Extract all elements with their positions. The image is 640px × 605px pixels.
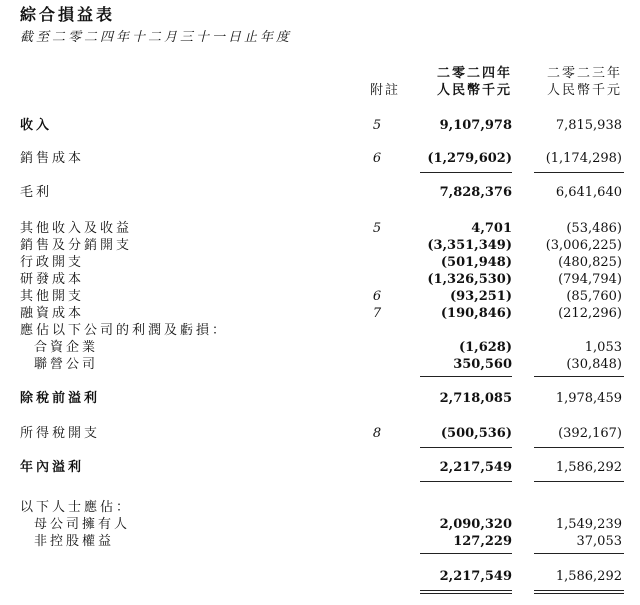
row-prior-value: 37,053 [576, 534, 622, 549]
row-prior-value: 1,053 [584, 340, 622, 355]
table-row [0, 237, 640, 255]
table-row [0, 184, 640, 202]
row-current-value: 2,217,549 [439, 569, 512, 584]
row-label: 融資成本 [20, 306, 85, 321]
row-note: 8 [372, 426, 382, 441]
table-row [0, 150, 640, 168]
row-label: 非控股權益 [34, 534, 115, 549]
row-current-value: 7,828,376 [439, 185, 512, 200]
note-column-header: 附註 [369, 83, 400, 98]
current-year-label: 二零二四年 [436, 66, 512, 81]
row-label: 以下人士應佔： [20, 500, 133, 515]
table-row [0, 568, 640, 586]
total-rule [420, 590, 512, 591]
row-prior-value: (392,167) [558, 426, 622, 441]
row-note: 6 [372, 151, 382, 166]
row-label: 合資企業 [34, 340, 99, 355]
total-rule [420, 481, 512, 482]
prior-unit-label: 人民幣千元 [546, 83, 622, 98]
prior-year-label: 二零二三年 [546, 66, 622, 81]
row-current-value: (93,251) [449, 289, 512, 304]
row-label: 銷售成本 [20, 151, 85, 166]
row-current-value: 2,718,085 [439, 391, 512, 406]
row-current-value: (1,628) [458, 340, 512, 355]
row-current-value: (3,351,349) [427, 238, 512, 253]
row-prior-value: 1,978,459 [555, 391, 622, 406]
row-prior-value: (30,848) [566, 357, 622, 372]
subtotal-rule [420, 172, 512, 173]
table-row [0, 425, 640, 443]
table-row [0, 305, 640, 323]
row-prior-value: 1,549,239 [555, 517, 622, 532]
row-note: 5 [372, 118, 382, 133]
row-label: 其他收入及收益 [20, 221, 133, 236]
row-note: 6 [372, 289, 382, 304]
row-label: 除稅前溢利 [20, 391, 101, 406]
row-current-value: (500,536) [440, 426, 512, 441]
row-label: 母公司擁有人 [34, 517, 131, 532]
row-label: 收入 [20, 118, 53, 133]
row-label: 年內溢利 [20, 460, 85, 475]
row-label: 研發成本 [20, 272, 85, 287]
row-label: 其他開支 [20, 289, 85, 304]
total-rule [534, 481, 624, 482]
table-row [0, 271, 640, 289]
row-current-value: (501,948) [440, 255, 512, 270]
row-current-value: (1,279,602) [427, 151, 512, 166]
table-row [0, 288, 640, 306]
row-current-value: 2,090,320 [439, 517, 512, 532]
row-current-value: (190,846) [440, 306, 512, 321]
row-current-value: 9,107,978 [439, 118, 512, 133]
row-prior-value: (53,486) [566, 221, 622, 236]
table-row [0, 254, 640, 272]
row-current-value: 2,217,549 [439, 460, 512, 475]
current-unit-label: 人民幣千元 [436, 83, 512, 98]
table-row [0, 322, 640, 340]
row-current-value: 4,701 [471, 221, 512, 236]
row-prior-value: (1,174,298) [545, 151, 622, 166]
statement-period: 截至二零二四年十二月三十一日止年度 [20, 30, 293, 45]
row-prior-value: 1,586,292 [555, 569, 622, 584]
row-note: 5 [372, 221, 382, 236]
row-prior-value: 1,586,292 [555, 460, 622, 475]
row-prior-value: 7,815,938 [555, 118, 622, 133]
row-current-value: 127,229 [453, 534, 512, 549]
table-row [0, 533, 640, 551]
row-label: 應佔以下公司的利潤及虧損： [20, 323, 229, 338]
row-label: 銷售及分銷開支 [20, 238, 133, 253]
subtotal-rule [420, 447, 512, 448]
row-label: 所得稅開支 [20, 426, 101, 441]
row-prior-value: (212,296) [558, 306, 622, 321]
table-row [0, 516, 640, 534]
subtotal-rule [420, 376, 512, 377]
total-rule [534, 590, 624, 591]
subtotal-rule [534, 447, 624, 448]
row-label: 聯營公司 [34, 357, 99, 372]
row-prior-value: (3,006,225) [545, 238, 622, 253]
table-row [0, 499, 640, 517]
row-prior-value: 6,641,640 [555, 185, 622, 200]
table-row [0, 390, 640, 408]
row-prior-value: (480,825) [558, 255, 622, 270]
subtotal-rule [534, 553, 624, 554]
prior-year-column-header [530, 65, 622, 99]
row-prior-value: (794,794) [558, 272, 622, 287]
subtotal-rule [534, 376, 624, 377]
table-row [0, 459, 640, 477]
total-rule [534, 593, 624, 594]
table-row [0, 356, 640, 374]
table-row [0, 117, 640, 135]
row-label: 行政開支 [20, 255, 85, 270]
table-row [0, 339, 640, 357]
row-label: 毛利 [20, 185, 53, 200]
subtotal-rule [534, 172, 624, 173]
row-current-value: (1,326,530) [427, 272, 512, 287]
row-note: 7 [372, 306, 382, 321]
total-rule [420, 593, 512, 594]
table-row [0, 220, 640, 238]
statement-title: 綜合損益表 [20, 5, 116, 24]
row-current-value: 350,560 [453, 357, 512, 372]
row-prior-value: (85,760) [566, 289, 622, 304]
subtotal-rule [420, 553, 512, 554]
current-year-column-header [420, 65, 512, 99]
